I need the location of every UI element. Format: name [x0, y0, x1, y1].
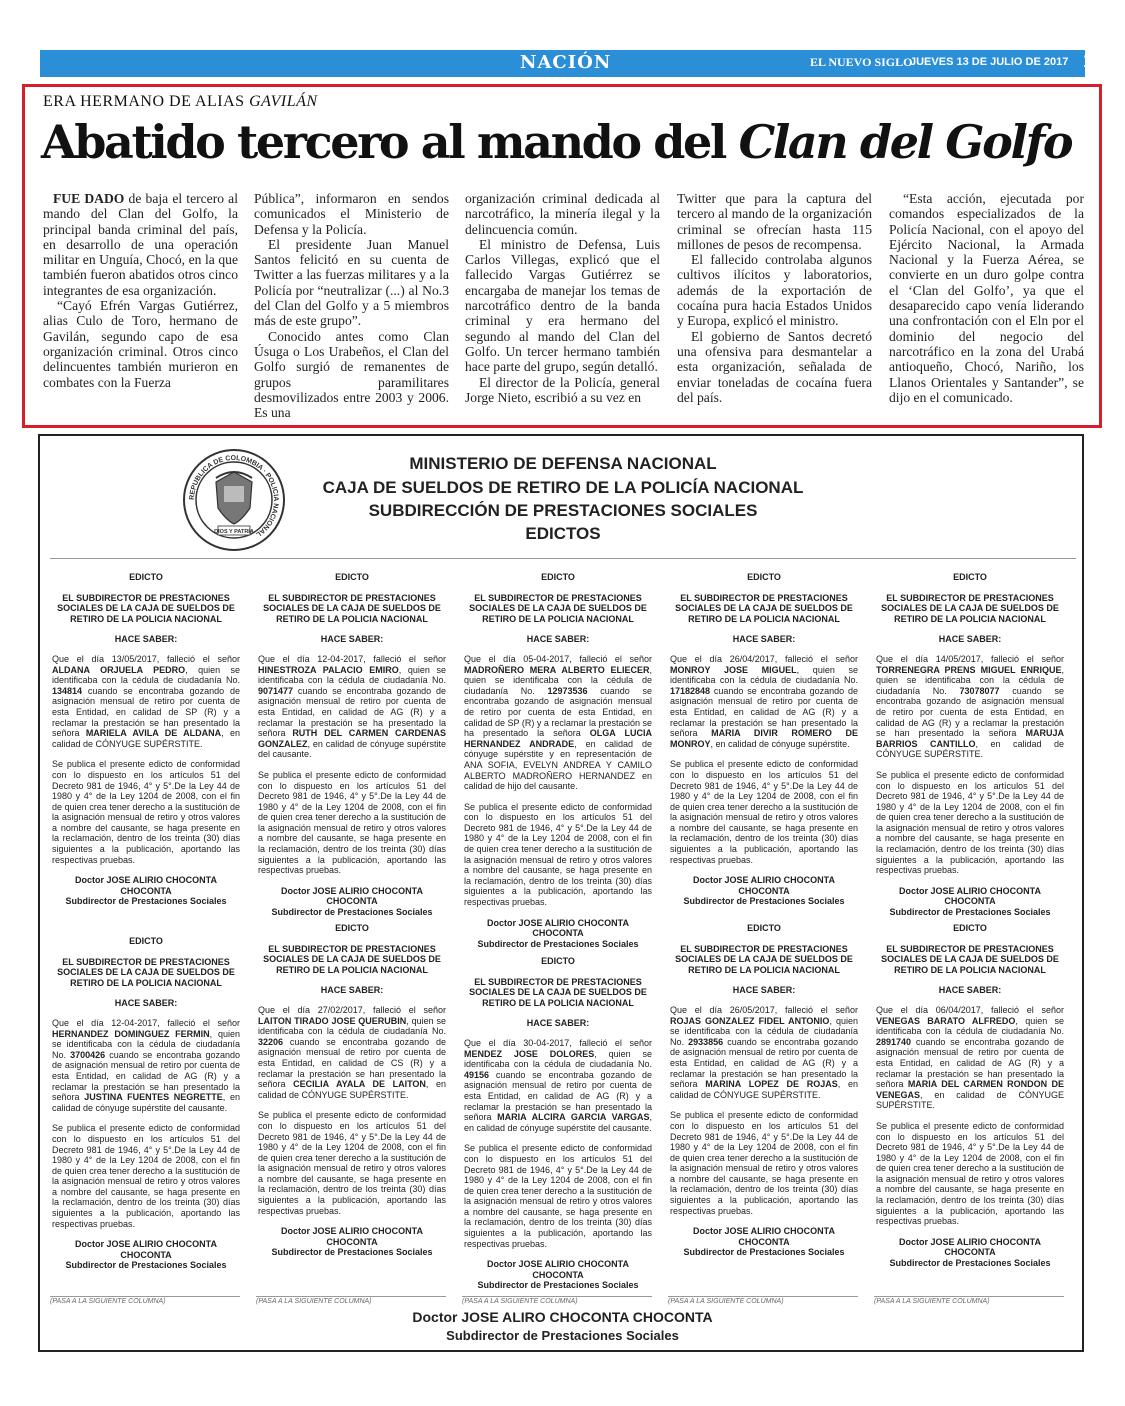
article-column-2: [254, 191, 449, 420]
deceased-name: ROJAS GONZALEZ FIDEL ANTONIO: [670, 1015, 830, 1026]
paragraph: “Esta acción, ejecutada por comandos especializados de la Policía Nacional, con el apoyo del Ejército Nacional, la Armada Nacional y la Fuerza Aérea, se convierte en un duro golpe contra el ‘Clan del Golfo’, ya que el desaparecido capo venía liderando una confrontación con el Eln por el dominio del negocio del narcotráfico en la zona del Urabá antioqueño, Chocó, Nariño, los Llanos Orientales y Santander”, se dijo en el comunicado.: [889, 191, 1084, 405]
edict-notice: [464, 572, 652, 949]
edict-signer: Doctor JOSE ALIRIO CHOCONTA CHOCONTA: [692, 1226, 835, 1247]
edict-publication-clause: Se publica el presente edicto de conformidad con lo dispuesto en los artículos 51 del Decreto 981 de 1946, 4° y 5°.De la Ley 44 de 1980 y 4° de la Ley 1204 de 2008, con el fin de quien crea tener derecho a la sustitución de la asignación mensual de retiro y otros valores a nombre del causante, se haga presente en la reclamación, dentro de los treinta (30) días siguientes a la publicación, aportando las respectivas pruebas.: [876, 1120, 1064, 1227]
deceased-name: HINESTROZA PALACIO EMIRO: [258, 664, 399, 675]
edict-body: Que el día 12-04-2017, falleció el señor HINESTROZA PALACIO EMIRO, quien se identificaba con la cédula de ciudadanía No. 9071477 cuando se encontraba gozando de asignación mensual de retiro por cuenta de esta Entidad, en calidad de AG (R) y a reclamar la prestación se ha presentado la señora RUTH DEL CARMEN CARDENAS GONZALEZ, en calidad de cónyuge supérstite del causante.: [258, 653, 446, 760]
edict-heading: EDICTO: [129, 572, 163, 582]
edict-heading: EDICTO: [953, 923, 987, 933]
id-number: 49156: [464, 1069, 490, 1080]
claimant-name: RUTH DEL CARMEN CARDENAS GONZALEZ: [258, 728, 446, 749]
edict-hace-saber: HACE SABER:: [938, 985, 1002, 996]
paragraph: Conocido antes como Clan Úsuga o Los Urabeños, el Clan del Golfo surgió de remanentes de grupos paramilitares desmovilizados entre 2003 y 2006. Es una: [254, 328, 449, 421]
id-number: 134814: [52, 685, 83, 696]
edict-heading: EDICTO: [129, 936, 163, 946]
kicker-italic: GAVILÁN: [249, 93, 318, 110]
ad-title-subdireccion: SUBDIRECCIÓN DE PRESTACIONES SOCIALES: [368, 501, 758, 520]
id-number: 17182848: [670, 685, 711, 696]
claimant-name: MARIA DIVIR ROMERO DE MONROY: [670, 728, 858, 749]
seal-ring-text: REPUBLICA DE COLOMBIA · POLICIA NACIONAL: [188, 454, 280, 538]
seal-motto: DIOS Y PATRIA: [214, 529, 254, 535]
edict-notice: [52, 572, 240, 907]
edict-heading: EDICTO: [335, 923, 369, 933]
section-header-band: [40, 50, 1118, 77]
article-column-4: [677, 191, 872, 405]
edict-heading: EDICTO: [953, 572, 987, 582]
id-number: 9071477: [258, 685, 294, 696]
paragraph: Pública”, informaron en sendos comunicados el Ministerio de Defensa y la Policía.: [254, 191, 449, 237]
paragraph: “Cayó Efrén Vargas Gutiérrez, alias Culo de Toro, hermano de Gavilán, segundo capo de esa organización criminal. Otros cinco delincuentes también murieron en combates con la Fuerza: [43, 298, 238, 390]
paragraph: El ministro de Defensa, Luis Carlos Villegas, explicó que el fallecido Vargas Gutiérrez se encargaba de manejar los temas de narcotráfico dentro de la banda criminal y era hermano del segundo al mando del Clan del Golfo. Un tercer hermano también hace parte del grupo, según detalló.: [465, 236, 660, 375]
edict-publication-clause: Se publica el presente edicto de conformidad con lo dispuesto en los artículos 51 del Decreto 981 de 1946, 4° y 5°.De la Ley 44 de 1980 y 4° de la Ley 1204 de 2008, con el fin de quien crea tener derecho a la sustitución de la asignación mensual de retiro y otros valores a nombre del causante, se haga presente en la reclamación, dentro de los treinta (30) días siguientes a la publicación, aportando las respectivas pruebas.: [670, 759, 858, 865]
edict-signer: Doctor JOSE ALIRIO CHOCONTA CHOCONTA: [898, 885, 1041, 907]
deceased-name: MONROY JOSE MIGUEL: [670, 664, 797, 675]
edict-heading: EDICTO: [541, 572, 575, 582]
issue-date: JUEVES 13 DE JULIO DE 2017: [910, 56, 1069, 68]
edict-heading: EDICTO: [335, 572, 369, 582]
edict-signer-title: Subdirector de Prestaciones Sociales: [683, 1247, 845, 1258]
edict-publication-clause: Se publica el presente edicto de conformidad con lo dispuesto en los artículos 51 del Decreto 981 de 1946, 4° y 5°.De la Ley 44 de 1980 y 4° de la Ley 1204 de 2008, con el fin de quien crea tener derecho a la sustitución de la asignación mensual de retiro y otros valores a nombre del causante, se haga presente en la reclamación, dentro de los treinta (30) días siguientes a la publicación, aportando las respectivas pruebas.: [464, 1143, 652, 1249]
edict-publication-clause: Se publica el presente edicto de conformidad con lo dispuesto en los artículos 51 del Decreto 981 de 1946, 4° y 5°.De la Ley 44 de 1980 y 4° de la Ley 1204 de 2008, con el fin de quien crea tener derecho a la sustitución de la asignación mensual de retiro y otros valores a nombre del causante, se haga presente en la reclamación, dentro de los treinta (30) días siguientes a la publicación, aportando las respectivas pruebas.: [258, 769, 446, 876]
edict-hace-saber: HACE SABER:: [732, 634, 796, 645]
edict-hace-saber: HACE SABER:: [732, 985, 796, 996]
edict-body: Que el día 26/04/2017, falleció el señor MONROY JOSE MIGUEL, quien se identificaba con la cédula de ciudadanía No. 17182848 cuando se encontraba gozando de asignación mensual de retiro por cuenta de esta Entidad, en calidad de AG (R) y a reclamar la prestación se han presentado la señora MARIA DIVIR ROMERO DE MONROY, en calidad de cónyuge supérstite.: [670, 653, 858, 749]
claimant-name: MARIA ALCIRA GARCIA VARGAS: [497, 1112, 650, 1123]
edict-issuer: EL SUBDIRECTOR DE PRESTACIONES SOCIALES DE LA CAJA DE SUELDOS DE RETIRO DE LA POLICIA NACIONAL: [881, 943, 1059, 975]
deceased-name: MADROÑERO MERA ALBERTO ELIECER: [464, 664, 650, 675]
edict-issuer: EL SUBDIRECTOR DE PRESTACIONES SOCIALES DE LA CAJA DE SUELDOS DE RETIRO DE LA POLICIA NACIONAL: [57, 592, 235, 624]
continue-note: (PASA A LA SIGUIENTE COLUMNA): [874, 1296, 1064, 1305]
edict-issuer: EL SUBDIRECTOR DE PRESTACIONES SOCIALES DE LA CAJA DE SUELDOS DE RETIRO DE LA POLICIA NACIONAL: [263, 592, 441, 624]
edict-issuer: EL SUBDIRECTOR DE PRESTACIONES SOCIALES DE LA CAJA DE SUELDOS DE RETIRO DE LA POLICIA NACIONAL: [675, 592, 853, 624]
paragraph: Twitter que para la captura del tercero al mando de la organización criminal se ofrecían hasta 115 millones de pesos de recompensa.: [677, 191, 872, 252]
edict-hace-saber: HACE SABER:: [114, 634, 178, 645]
section-name: NACIÓN: [520, 52, 612, 73]
claimant-name: MARUJA BARRIOS CANTILLO: [876, 728, 1064, 749]
edict-body: Que el día 14/05/2017, falleció el señor TORRENEGRA PRENS MIGUEL ENRIQUE, quien se identificaba con la cédula de ciudadanía No. 73078077 cuando se encontraba gozando de asignación mensual de retiro por cuenta de esta Entidad, en calidad de AG (R) y a reclamar la prestación se han presentado la señora MARUJA BARRIOS CANTILLO, en calidad de CÓNYUGE SUPÉRSTITE.: [876, 653, 1064, 760]
edict-signer: Doctor JOSE ALIRIO CHOCONTA CHOCONTA: [74, 875, 217, 896]
edict-notice: [876, 923, 1064, 1269]
lead-in: FUE DADO: [53, 191, 125, 206]
deceased-name: ALDANA ORJUELA PEDRO: [52, 664, 186, 675]
edict-signer-title: Subdirector de Prestaciones Sociales: [477, 938, 639, 949]
continue-note: (PASA A LA SIGUIENTE COLUMNA): [50, 1296, 240, 1305]
headline-text: Abatido tercero al mando del: [41, 115, 725, 169]
ad-title-ministry: MINISTERIO DE DEFENSA NACIONAL: [409, 454, 717, 473]
edict-issuer: EL SUBDIRECTOR DE PRESTACIONES SOCIALES DE LA CAJA DE SUELDOS DE RETIRO DE LA POLICIA NACIONAL: [57, 956, 235, 988]
edict-body: Que el día 26/05/2017, falleció el señor ROJAS GONZALEZ FIDEL ANTONIO, quien se identificaba con la cédula de ciudadanía No. 2933856 cuando se encontraba gozando de asignación mensual de retiro por cuenta de esta Entidad, en calidad de AG (R) y a reclamar la prestación se han presentado la señora MARINA LOPEZ DE ROJAS, en calidad de CÓNYUGE SUPÉRSTITE.: [670, 1004, 858, 1100]
edict-signer: Doctor JOSE ALIRIO CHOCONTA CHOCONTA: [692, 875, 835, 896]
footer-signer: Doctor JOSE ALIRO CHOCONTA CHOCONTA: [412, 1309, 713, 1325]
id-number: 2891740: [876, 1036, 912, 1047]
edict-issuer: EL SUBDIRECTOR DE PRESTACIONES SOCIALES DE LA CAJA DE SUELDOS DE RETIRO DE LA POLICIA NACIONAL: [469, 976, 647, 1008]
edict-hace-saber: HACE SABER:: [114, 998, 178, 1009]
edict-signer-title: Subdirector de Prestaciones Sociales: [65, 896, 227, 907]
deceased-name: LAITON TIRADO JOSE QUERUBIN: [258, 1015, 407, 1026]
article-column-1: [43, 191, 238, 390]
edict-notice: [52, 936, 240, 1271]
paragraph: El fallecido controlaba algunos cultivos ilícitos y laboratorios, además de la exportación de cocaína pura hacia Estados Unidos y Europa, explicó el ministro.: [677, 252, 872, 329]
edict-signer: Doctor JOSE ALIRIO CHOCONTA CHOCONTA: [280, 1226, 423, 1247]
claimant-name: JUSTINA FUENTES NEGRETTE: [84, 1092, 223, 1103]
edict-body: Que el día 06/04/2017, falleció el señor VENEGAS BARATO ALFREDO, quien se identificaba con la cédula de ciudadanía No. 2891740 cuando se encontraba gozando de asignación mensual de retiro por cuenta de esta Entidad, en calidad de AG (R) y a reclamar la prestación se han presentado la señora MARIA DEL CARMEN RONDON DE VENEGAS, en calidad de CÓNYUGE SUPÉRSTITE.: [876, 1004, 1064, 1111]
edict-signer-title: Subdirector de Prestaciones Sociales: [889, 1258, 1051, 1269]
edict-notice: [876, 572, 1064, 918]
edict-publication-clause: Se publica el presente edicto de conformidad con lo dispuesto en los artículos 51 del Decreto 981 de 1946, 4° y 5°.De la Ley 44 de 1980 y 4° de la Ley 1204 de 2008, con el fin de quien crea tener derecho a la sustitución de la asignación mensual de retiro y otros valores a nombre del causante, se haga presente en la reclamación, dentro de los treinta (30) días siguientes a la publicación, aportando las respectivas pruebas.: [670, 1110, 858, 1216]
claimant-name: MARIA DEL CARMEN RONDON DE VENEGAS: [876, 1079, 1064, 1100]
edict-signer-title: Subdirector de Prestaciones Sociales: [65, 1260, 227, 1271]
edict-notice: [464, 956, 652, 1291]
id-number: 3700426: [70, 1049, 106, 1060]
footer-signer-title: Subdirector de Prestaciones Sociales: [446, 1328, 679, 1343]
edict-hace-saber: HACE SABER:: [938, 634, 1002, 645]
edict-issuer: EL SUBDIRECTOR DE PRESTACIONES SOCIALES DE LA CAJA DE SUELDOS DE RETIRO DE LA POLICIA NACIONAL: [675, 943, 853, 975]
edict-issuer: EL SUBDIRECTOR DE PRESTACIONES SOCIALES DE LA CAJA DE SUELDOS DE RETIRO DE LA POLICIA NACIONAL: [469, 592, 647, 624]
edict-publication-clause: Se publica el presente edicto de conformidad con lo dispuesto en los artículos 51 del Decreto 981 de 1946, 4° y 5°.De la Ley 44 de 1980 y 4° de la Ley 1204 de 2008, con el fin de quien crea tener derecho a la sustitución de la asignación mensual de retiro y otros valores a nombre del causante, se haga presente en la reclamación, dentro de los treinta (30) días siguientes a la publicación, aportando las respectivas pruebas.: [876, 769, 1064, 876]
edict-hace-saber: HACE SABER:: [526, 634, 590, 645]
edict-body: Que el día 05-04-2017, falleció el señor MADROÑERO MERA ALBERTO ELIECER, quien se identificaba con la cédula de ciudadanía No. 12973536 cuando se encontraba gozando de asignación mensual de retiro por cuenta de esta Entidad, en calidad de SP (R) y a reclamar la prestación se ha presentado la señora OLGA LUCIA HERNANDEZ ANDRADE, en calidad de cónyuge supérstite y en representación de ANA SOFIA, EVELYN ANDREA Y CAMILO ALBERTO MADROÑERO HERNANDEZ en calidad de hijo del causante.: [464, 653, 653, 792]
id-number: 32206: [258, 1036, 284, 1047]
edict-hace-saber: HACE SABER:: [320, 634, 384, 645]
claimant-name: MARINA LOPEZ DE ROJAS: [705, 1079, 838, 1090]
edict-signer: Doctor JOSE ALIRIO CHOCONTA CHOCONTA: [486, 1259, 629, 1280]
edict-heading: EDICTO: [747, 923, 781, 933]
edict-signer-title: Subdirector de Prestaciones Sociales: [683, 896, 845, 907]
edict-body: Que el día 12-04-2017, falleció el señor HERNANDEZ DOMINGUEZ FERMIN, quien se identificaba con la cédula de ciudadanía No. 3700426 cuando se encontraba gozando de asignación mensual de retiro por cuenta de esta Entidad, en calidad de AG (R) y a reclamar la prestación se han presentado la señora JUSTINA FUENTES NEGRETTE, en calidad de cónyuge supérstite del causante.: [52, 1017, 241, 1113]
edict-body: Que el día 27/02/2017, falleció el señor LAITON TIRADO JOSE QUERUBIN, quien se identificaba con la cédula de ciudadanía No. 32206 cuando se encontraba gozando de asignación mensual de retiro por cuenta de esta Entidad, en calidad de CS (R) y a reclamar la prestación se han presentado la señora CECILIA AYALA DE LAITON, en calidad de CÓNYUGE SUPÉRSTITE.: [258, 1004, 446, 1100]
edict-signer: Doctor JOSE ALIRIO CHOCONTA CHOCONTA: [486, 917, 629, 939]
continue-note: (PASA A LA SIGUIENTE COLUMNA): [256, 1296, 446, 1305]
id-number: 2933856: [688, 1036, 724, 1047]
claimant-name: OLGA LUCIA HERNANDEZ ANDRADE: [464, 728, 652, 749]
kicker-text: ERA HERMANO DE ALIAS: [43, 93, 245, 110]
deceased-name: VENEGAS BARATO ALFREDO: [876, 1015, 1016, 1026]
edict-notice: [258, 923, 446, 1258]
edict-body: Que el día 13/05/2017, falleció el señor ALDANA ORJUELA PEDRO, quien se identificaba con la cédula de ciudadanía No. 134814 cuando se encontraba gozando de asignación mensual de retiro por cuenta de esta Entidad, en calidad de SP (R) y a reclamar la prestación se han presentado la señora MARIELA AVILA DE ALDANA, en calidad de CÓNYUGE SUPÉRSTITE.: [52, 653, 240, 749]
claimant-name: CECILIA AYALA DE LAITON: [293, 1079, 426, 1090]
deceased-name: TORRENEGRA PRENS MIGUEL ENRIQUE: [876, 664, 1062, 675]
paragraph: El presidente Juan Manuel Santos felicitó en su cuenta de Twitter a las fuerzas militares y a la Policía por “neutralizar (...) al No.3 del Clan del Golfo y a 5 miembros más de este grupo”.: [254, 236, 449, 329]
edict-signer-title: Subdirector de Prestaciones Sociales: [889, 907, 1051, 918]
article-kicker: [43, 93, 318, 111]
ad-title-edictos: EDICTOS: [525, 524, 601, 543]
edict-publication-clause: Se publica el presente edicto de conformidad con lo dispuesto en los artículos 51 del Decreto 981 de 1946, 4° y 5°.De la Ley 44 de 1980 y 4° de la Ley 1204 de 2008, con el fin de quien crea tener derecho a la sustitución de la asignación mensual de retiro y otros valores a nombre del causante, se haga presente en la reclamación, dentro de los treinta (30) días siguientes a la publicación, aportando las respectivas pruebas.: [464, 801, 652, 908]
edict-issuer: EL SUBDIRECTOR DE PRESTACIONES SOCIALES DE LA CAJA DE SUELDOS DE RETIRO DE LA POLICIA NACIONAL: [881, 592, 1059, 624]
edict-signer: Doctor JOSE ALIRIO CHOCONTA CHOCONTA: [898, 1236, 1041, 1258]
edict-issuer: EL SUBDIRECTOR DE PRESTACIONES SOCIALES DE LA CAJA DE SUELDOS DE RETIRO DE LA POLICIA NACIONAL: [263, 943, 441, 975]
edict-hace-saber: HACE SABER:: [320, 985, 384, 996]
edict-hace-saber: HACE SABER:: [526, 1018, 590, 1029]
page-number: 19A: [1083, 51, 1118, 72]
edict-notice: [670, 923, 858, 1258]
edict-signer-title: Subdirector de Prestaciones Sociales: [271, 907, 433, 918]
edict-heading: EDICTO: [747, 572, 781, 582]
article-headline: [41, 115, 1091, 169]
edict-heading: EDICTO: [541, 956, 575, 966]
paragraph: organización criminal dedicada al narcotráfico, la minería ilegal y la delincuencia común.: [465, 191, 660, 237]
article-column-3: [465, 191, 660, 405]
edict-signer-title: Subdirector de Prestaciones Sociales: [477, 1280, 639, 1291]
edict-publication-clause: Se publica el presente edicto de conformidad con lo dispuesto en los artículos 51 del Decreto 981 de 1946, 4° y 5°.De la Ley 44 de 1980 y 4° de la Ley 1204 de 2008, con el fin de quien crea tener derecho a la sustitución de la asignación mensual de retiro y otros valores a nombre del causante, se haga presente en la reclamación, dentro de los treinta (30) días siguientes a la publicación, aportando las respectivas pruebas.: [52, 759, 240, 865]
id-number: 73078077: [959, 685, 1000, 696]
paragraph: El gobierno de Santos decretó una ofensiva para desmantelar a esta organización, señalada de enviar toneladas de cocaína fuera del país.: [677, 328, 872, 405]
paragraph: El director de la Policía, general Jorge Nieto, escribió a su vez en: [465, 374, 660, 405]
edict-notice: [670, 572, 858, 907]
edict-publication-clause: Se publica el presente edicto de conformidad con lo dispuesto en los artículos 51 del Decreto 981 de 1946, 4° y 5°.De la Ley 44 de 1980 y 4° de la Ley 1204 de 2008, con el fin de quien crea tener derecho a la sustitución de la asignación mensual de retiro y otros valores a nombre del causante, se haga presente en la reclamación, dentro de los treinta (30) días siguientes a la publicación, aportando las respectivas pruebas.: [52, 1123, 240, 1229]
newspaper-name: EL NUEVO SIGLO: [810, 55, 913, 69]
edicts-advertisement: [38, 434, 1084, 1352]
continue-note: (PASA A LA SIGUIENTE COLUMNA): [668, 1296, 858, 1305]
edict-publication-clause: Se publica el presente edicto de conformidad con lo dispuesto en los artículos 51 del Decreto 981 de 1946, 4° y 5°.De la Ley 44 de 1980 y 4° de la Ley 1204 de 2008, con el fin de quien crea tener derecho a la sustitución de la asignación mensual de retiro y otros valores a nombre del causante, se haga presente en la reclamación, dentro de los treinta (30) días siguientes a la publicación, aportando las respectivas pruebas.: [258, 1110, 446, 1216]
edict-signer-title: Subdirector de Prestaciones Sociales: [271, 1247, 433, 1258]
ad-divider: [50, 558, 1076, 559]
edict-signer: Doctor JOSE ALIRIO CHOCONTA CHOCONTA: [74, 1239, 217, 1260]
deceased-name: MENDEZ JOSE DOLORES: [464, 1048, 595, 1059]
paragraph: de baja el tercero al mando del Clan del Golfo, la principal banda criminal del país, en desarrollo de una operación militar en Unguía, Chocó, en la que también fueron abatidos otros cinco integrantes de esa organización.: [43, 191, 238, 298]
id-number: 12973536: [547, 685, 588, 696]
article-column-5: [889, 191, 1084, 405]
claimant-name: MARIELA AVILA DE ALDANA: [85, 728, 222, 739]
edict-signer: Doctor JOSE ALIRIO CHOCONTA CHOCONTA: [280, 885, 423, 907]
edict-body: Que el día 30-04-2017, falleció el señor MENDEZ JOSE DOLORES, quien se identificaba con la cédula de ciudadanía No. 49156 cuando se encontraba gozando de asignación mensual de retiro por cuenta de esta Entidad, en calidad de AG (R) y a reclamar la prestación se han presentado la señora MARIA ALCIRA GARCIA VARGAS, en calidad de cónyuge supérstite del causante.: [464, 1037, 653, 1133]
article-box: [22, 84, 1102, 428]
continue-note: (PASA A LA SIGUIENTE COLUMNA): [462, 1296, 652, 1305]
edict-notice: [258, 572, 446, 918]
headline-italic: Clan del Golfo: [738, 115, 1072, 169]
ad-title-caja: CAJA DE SUELDOS DE RETIRO DE LA POLICÍA NACIONAL: [322, 478, 804, 497]
deceased-name: HERNANDEZ DOMINGUEZ FERMIN: [52, 1028, 210, 1039]
